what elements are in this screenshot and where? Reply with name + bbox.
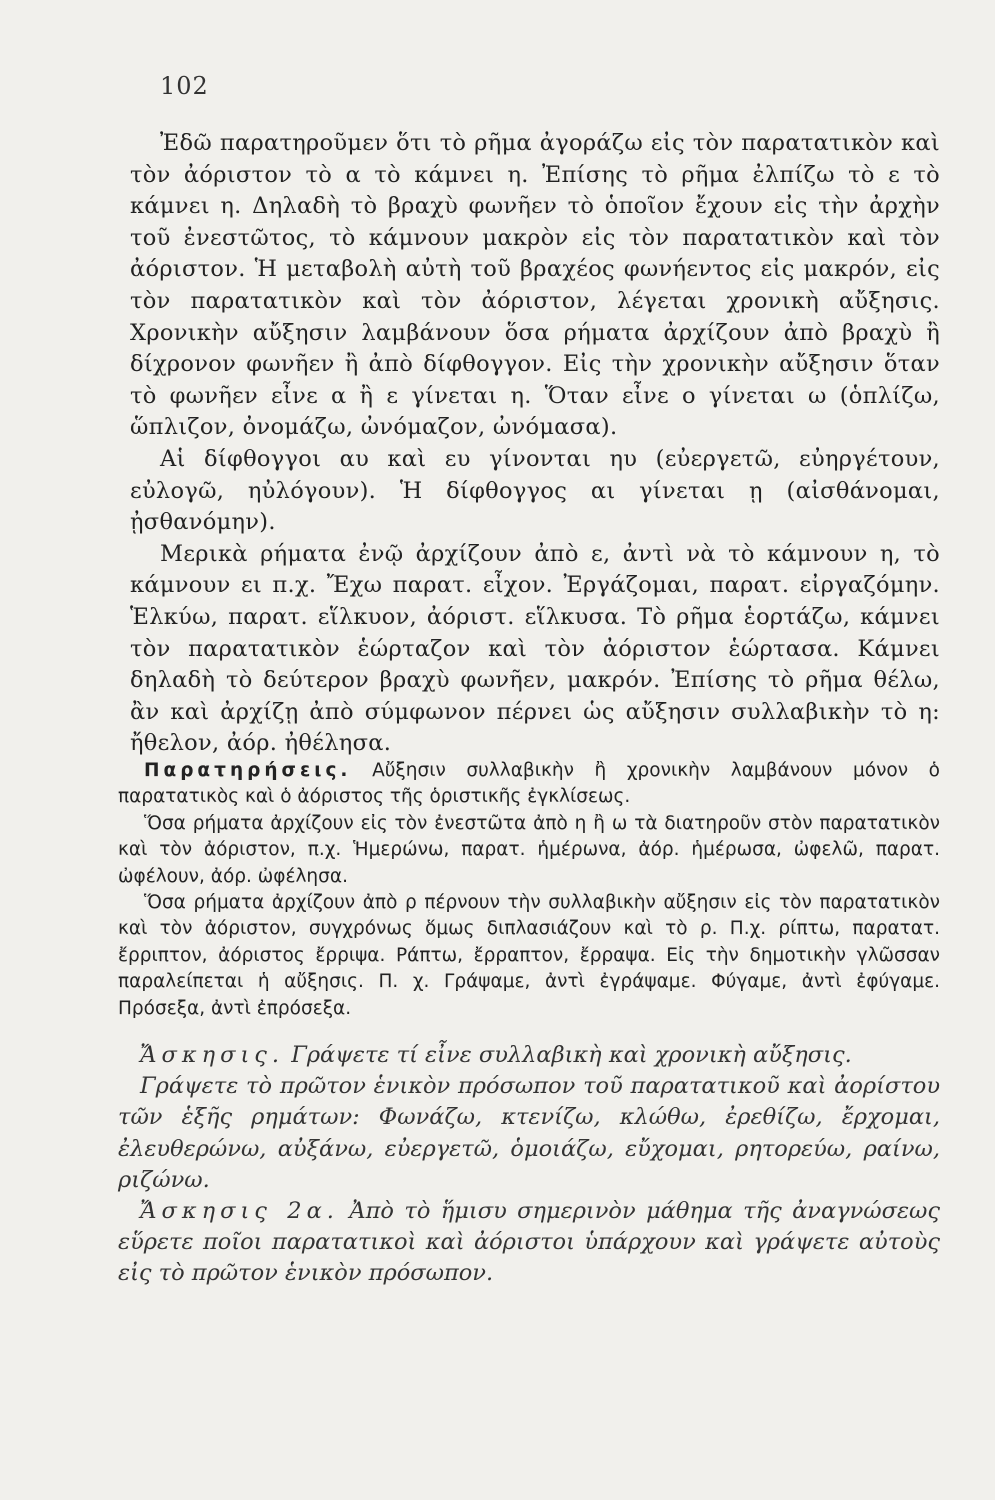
exercise-1-text: Γράψετε τί εἶνε συλλαβικὴ καὶ χρονικὴ αὔξησις. (291, 1042, 852, 1068)
remark-1-text: Αὔξησιν συλλαβικὴν ἢ χρονικὴν λαμβάνουν μόνον ὁ παρατατικὸς καὶ ὁ ἀόριστος τῆς ὁριστικῆς ἐγκλίσεως. (118, 760, 940, 808)
paragraph-diphthongs: Αἱ δίφθογγοι αυ καὶ ευ γίνονται ηυ (εὐεργετῶ, εὐηργέτουν, εὐλογῶ, ηὐλόγουν). Ἡ δίφθογγος αι γίνεται ῃ (αἰσθάνομαι, ᾐσθανόμην). (130, 445, 940, 536)
exercise-1b-text: Γράψετε τὸ πρῶτον ἑνικὸν πρόσωπον τοῦ παρατατικοῦ καὶ ἀορίστου τῶν ἑξῆς ρημάτων: Φωνάζω, κτενίζω, κλώθω, ἐρεθίζω, ἔρχομαι, ἐλευθερώνω, αὐξάνω, εὐεργετῶ, ὁμοιάζω, εὔχομαι, ρητορεύω, ραίνω, ριζώνω. (118, 1073, 940, 1193)
remark-2: Ὅσα ρήματα ἀρχίζουν εἰς τὸν ἐνεστῶτα ἀπὸ η ἢ ω τὰ διατηροῦν στὸν παρατατικὸν καὶ τὸν ἀόριστον, π.χ. Ἡμερώνω, παρατ. ἡμέρωνα, ἀόρ. ἡμέρωσα, ὠφελῶ, παρατ. ὠφέλουν, ἀόρ. ὠφέλησα. (118, 812, 940, 887)
paragraph-temporal-augment: Ἐδῶ παρατηροῦμεν ὅτι τὸ ρῆμα ἀγοράζω εἰς τὸν παρατατικὸν καὶ τὸν ἀόριστον τὸ α τὸ κάμνει η. Ἐπίσης τὸ ρῆμα ἐλπίζω τὸ ε τὸ κάμνει η. Δηλαδὴ τὸ βραχὺ φωνῆεν τὸ ὁποῖον ἔχουν εἰς τὴν ἀρχὴν τοῦ ἐνεστῶτος, τὸ κάμνουν μακρὸν εἰς τὸν παρατατικὸν καὶ τὸν ἀόριστον. Ἡ μεταβολὴ αὐτὴ τοῦ βραχέος φωνήεντος εἰς μακρόν, εἰς τὸν παρατατικὸν καὶ τὸν ἀόριστον, λέγεται χρονικὴ αὔξησις. Χρονικὴν αὔξησιν λαμβάνουν ὅσα ρήματα ἀρχίζουν ἀπὸ βραχὺ ἢ δίχρονον φωνῆεν ἢ ἀπὸ δίφθογγον. Εἰς τὴν χρονικὴν αὔξησιν ὅταν τὸ φωνῆεν εἶνε α ἢ ε γίνεται η. Ὅταν εἶνε ο γίνεται ω (ὁπλίζω, ὥπλιζον, ὀνομάζω, ὠνόμαζον, ὠνόμασα). (130, 130, 940, 441)
exercise-1b (118, 1071, 940, 1196)
remark-3: Ὅσα ρήματα ἀρχίζουν ἀπὸ ρ πέρνουν τὴν συλλαβικὴν αὔξησιν εἰς τὸν παρατατικὸν καὶ τὸν ἀόριστον, συγχρόνως ὅμως διπλασιάζουν καὶ τὸ ρ. Π.χ. ρίπτω, παρατατ. ἔρριπτον, ἀόριστος ἔρριψα. Ράπτω, ἔρραπτον, ἔρραψα. Εἰς τὴν δημοτικὴν γλῶσσαν παραλείπεται ἡ αὔξησις. Π. χ. Γράψαμε, ἀντὶ ἐγράψαμε. Φύγαμε, ἀντὶ ἐφύγαμε. Πρόσεξα, ἀντὶ ἐπρόσεξα. (118, 892, 940, 1019)
exercises-section (118, 1040, 940, 1290)
exercise-1 (118, 1040, 940, 1071)
exercise-2-text: Ἀπὸ τὸ ἥμισυ σημερινὸν μάθημα τῆς ἀναγνώσεως εὕρετε ποῖοι παρατατικοὶ καὶ ἀόριστοι ὑπάρχουν καὶ γράψετε αὐτοὺς εἰς τὸ πρῶτον ἑνικὸν πρόσωπον. (118, 1198, 940, 1287)
exercise-1-label: Ἄσκησις. (140, 1042, 285, 1068)
remarks-heading: Παρατηρήσεις. (144, 760, 352, 781)
paragraph-irregular-verbs: Μερικὰ ρήματα ἐνῷ ἀρχίζουν ἀπὸ ε, ἀντὶ νὰ τὸ κάμνουν η, τὸ κάμνουν ει π.χ. Ἔχω παρατ. εἶχον. Ἐργάζομαι, παρατ. εἰργαζόμην. Ἑλκύω, παρατ. εἵλκυον, ἀόριστ. εἵλκυσα. Τὸ ρῆμα ἑορτάζω, κάμνει τὸν παρατατικὸν ἑώρταζον καὶ τὸν ἀόριστον ἑώρτασα. Κάμνει δηλαδὴ τὸ δεύτερον βραχὺ φωνῆεν, μακρόν. Ἐπίσης τὸ ρῆμα θέλω, ἂν καὶ ἀρχίζῃ ἀπὸ σύμφωνον πέρνει ὡς αὔξησιν συλλαβικὴν τὸ η: ἤθελον, ἀόρ. ἠθέλησα. (130, 540, 940, 757)
main-text (130, 128, 940, 760)
exercise-2-label: Ἄσκησις 2α. (140, 1198, 339, 1225)
remark-1 (118, 758, 940, 811)
exercise-2 (118, 1196, 940, 1290)
remarks-section (118, 758, 940, 1022)
page-number: 102 (160, 72, 209, 100)
